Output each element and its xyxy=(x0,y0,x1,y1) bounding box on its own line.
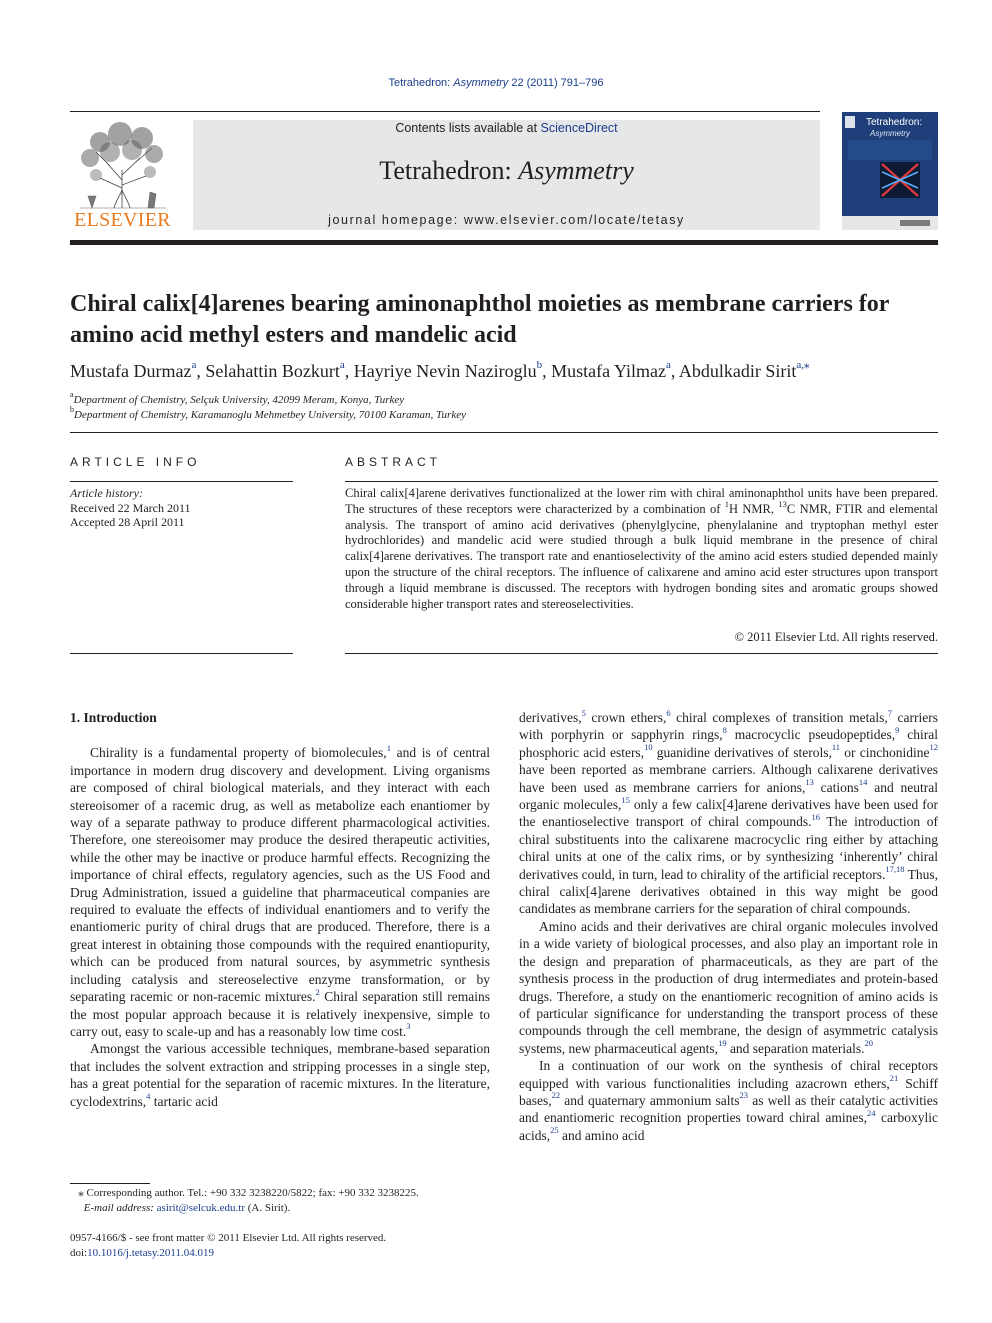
body-paragraph: Chirality is a fundamental property of biomolecules,$^1$ and is of central importance in modern drug discovery and development. Living organisms are composed of chiral biological materials, and they interact with each stereoisomer of a racemic drug, as well as metabolize each enantiomer by way of a separate pathway to produce different pharmacological activities. Therefore, one stereoisomer may produce the desired therapeutic activities, while the other may be inactive or produce harmful effects. Recognizing the importance of chiral effects, regulatory agencies, such as the US Food and Drug Administration, issued a guideline that pharmaceutical companies are required to evaluate the effects of individual enantiomers and to verify the enantiomeric purity of chiral drugs that are produced. Therefore, there is a great interest in obtaining those compounds with the required enantiopurity, which can be produced from natural sources, by asymmetric synthesis including catalysis and stereoselective enzyme transformation, or by separating racemic or non-racemic mixtures.$^2$ Chiral separation still remains the most popular approach because it is relatively inexpensive, simple to carry out, easy to scale-up and has a reasonably low time cost.$^3$ xyxy=(70,742,490,1039)
issn-line: 0957-4166/$ - see front matter © 2011 Elsevier Ltd. All rights reserved. xyxy=(70,1232,387,1244)
body-paragraph: Amongst the various accessible techniques, membrane-based separation that includes the solvent extraction and stripping processes in a single step, has a great potential for the separation of racemic mixtures. In the literature, cyclodextrins,$^4$ tartaric acid xyxy=(70,1041,490,1109)
reference-link[interactable]: 7 xyxy=(887,707,892,718)
affiliation-link[interactable]: a xyxy=(339,359,345,371)
abstract-heading: ABSTRACT xyxy=(345,455,442,469)
reference-link[interactable]: 9 xyxy=(895,724,900,735)
reference-link[interactable]: 14 xyxy=(858,777,868,788)
reference-link[interactable]: 11 xyxy=(831,742,841,753)
article-history xyxy=(70,486,293,530)
affiliation-b: $^b$Department of Chemistry, Karamanoglu Mehmetbey University, 70100 Karaman, Turkey xyxy=(70,404,466,421)
reference-link[interactable]: 8 xyxy=(722,724,727,735)
cover-subtitle: Asymmetry xyxy=(870,129,910,138)
affiliation-rule xyxy=(70,432,938,433)
affiliation-a: $^a$Department of Chemistry, Selçuk University, 42099 Meram, Konya, Turkey xyxy=(70,390,405,406)
history-label: Article history: xyxy=(70,486,143,500)
reference-link[interactable]: 17,18 xyxy=(885,864,905,875)
author-name: Mustafa Yilmaz xyxy=(551,361,666,381)
corresponding-author-footnote: ⁎ Corresponding author. Tel.: +90 332 3238220/5822; fax: +90 332 3238225. E-mail address: asirit@selcuk.edu.tr (A. Sirit). xyxy=(78,1187,419,1214)
sciencedirect-link[interactable]: ScienceDirect xyxy=(540,121,618,135)
abstract-rule-bottom xyxy=(345,653,938,654)
journal-citation[interactable]: Tetrahedron: Asymmetry 22 (2011) 791–796 xyxy=(388,77,604,89)
elsevier-tree-icon xyxy=(70,120,175,212)
body-column-right xyxy=(519,709,938,1144)
reference-link[interactable]: 23 xyxy=(739,1090,749,1101)
journal-cover[interactable] xyxy=(842,112,938,230)
doi-link[interactable]: 10.1016/j.tetasy.2011.04.019 xyxy=(87,1246,215,1259)
journal-banner xyxy=(193,120,820,230)
reference-link[interactable]: 4 xyxy=(146,1091,151,1102)
affiliation-link[interactable]: a xyxy=(665,359,671,371)
received-date: Received 22 March 2011 xyxy=(70,500,191,515)
body-paragraph: derivatives,$^5$ crown ethers,$^6$ chiral complexes of transition metals,$^7$ carriers with porphyrin or sapphyrin rings,$^8$ macrocyclic pseudopeptides,$^9$ chiral phosphoric acid esters,$^{10}$ guanidine derivatives of sterols,$^{11}$ or cinchonidine$^{12}$ have been reported as membrane carriers. Although calixarene derivatives have been used as membrane carriers for anions,$^{13}$ cations$^{14}$ and neutral organic molecules,$^{15}$ only a few calix[4]arene derivatives have been used for the enantioselective transport of chiral compounds.$^{16}$ The introduction of chiral substituents into the calixarene macrocyclic ring either by attaching chiral units at one of the calix rims, or by synthesizing ‘inherently’ chiral derivatives could, in turn, lead to chirality of the artificial receptors.$^{17,18}$ Thus, chiral calix[4]arene derivatives obtained in this way might be good candidates as membrane carriers for the separation of chiral compounds. xyxy=(519,707,939,917)
reference-link[interactable]: 12 xyxy=(929,742,938,753)
section-heading-introduction: 1. Introduction xyxy=(70,710,157,725)
elsevier-wordmark: ELSEVIER xyxy=(74,209,171,231)
author-name: Selahattin Bozkurt xyxy=(205,361,340,381)
accepted-date: Accepted 28 April 2011 xyxy=(70,515,185,529)
journal-title: Tetrahedron: Asymmetry xyxy=(379,156,634,185)
reference-link[interactable]: 10 xyxy=(644,742,653,753)
article-info-rule xyxy=(70,481,293,482)
author-name: Mustafa Durmaz xyxy=(70,361,192,381)
corresponding-author-link[interactable]: a,⁎ xyxy=(796,359,810,371)
affiliation-link[interactable]: a xyxy=(191,359,197,371)
reference-link[interactable]: 21 xyxy=(889,1073,899,1084)
abstract-rule xyxy=(345,481,938,482)
paper-title: Chiral calix[4]arenes bearing aminonaphthol moieties as membrane carriers for amino acid methyl esters and mandelic acid xyxy=(70,291,889,348)
header-rule xyxy=(70,111,820,112)
abstract-copyright: © 2011 Elsevier Ltd. All rights reserved. xyxy=(734,630,938,644)
body-paragraph: In a continuation of our work on the synthesis of chiral receptors equipped with various functionalities including azacrown ethers,$^{21}$ Schiff bases,$^{22}$ and quaternary ammonium salts$^{23}$ as well as their catalytic activities and enantiomeric recognition properties toward chiral amines,$^{24}$ carboxylic acids,$^{25}$ and amino acid xyxy=(519,1058,938,1143)
reference-link[interactable]: 1 xyxy=(386,742,391,753)
body-paragraph: Amino acids and their derivatives are chiral organic molecules involved in a wide variety of biological processes, and also play an important role in the design and preparation of pharmaceuticals, as they are part of the synthesis process in the production of drug intermediates and protein-based drugs. Therefore, a study on the enantiomeric recognition of amino acids is of particular significance for understanding the transport process of these compounds through the cell membrane, the design of asymmetric catalysis systems, new pharmaceutical agents,$^{19}$ and separation materials.$^{20}$ xyxy=(519,918,938,1056)
reference-link[interactable]: 5 xyxy=(581,707,586,718)
reference-link[interactable]: 25 xyxy=(550,1125,559,1136)
header-thick-rule xyxy=(70,240,938,245)
reference-link[interactable]: 24 xyxy=(867,1107,876,1118)
reference-link[interactable]: 15 xyxy=(621,794,630,805)
elsevier-logo[interactable] xyxy=(70,120,175,232)
abstract-body: Chiral calix[4]arene derivatives functionalized at the lower rim with chiral aminonaphthol units have been prepared. The structures of these receptors were characterized by a combination of $^1$H NMR, $^{13}$C NMR, FTIR and elemental analysis. The transport of amino acid derivatives (phenylglycine, phenylalanine and tryptophan methyl ester hydrochlorides) and mandelic acid were studied through a bulk liquid membrane in the presence of chiral calix[4]arene derivatives. The transport rate and enantioselectivity of the amino acid esters studied depended mainly upon the structure of the chiral receptors. The influence of calixarene and amino acid ester structures upon transport through a liquid membrane is discussed. The receptors with hydrogen bonding sites and aromatic groups showed considerable higher transport rates and stereoselectivities. xyxy=(345,486,938,611)
reference-link[interactable]: 19 xyxy=(718,1038,727,1049)
reference-link[interactable]: 22 xyxy=(551,1090,561,1101)
email-link[interactable]: asirit@selcuk.edu.tr xyxy=(156,1202,245,1214)
article-info-heading: ARTICLE INFO xyxy=(70,455,201,469)
contents-line: Contents lists available at ScienceDirect xyxy=(395,121,618,135)
journal-homepage-link[interactable]: journal homepage: www.elsevier.com/locate/tetasy xyxy=(328,213,685,227)
reference-link[interactable]: 13 xyxy=(805,777,814,788)
reference-link[interactable]: 20 xyxy=(864,1038,874,1049)
front-matter: 0957-4166/$ - see front matter © 2011 Elsevier Ltd. All rights reserved. doi:10.1016/j.tetasy.2011.04.019 xyxy=(70,1231,490,1260)
footnote-rule xyxy=(70,1183,150,1184)
article-info-rule-bottom xyxy=(70,653,293,654)
author-name: Hayriye Nevin Naziroglu xyxy=(353,361,537,381)
cover-title: Tetrahedron: xyxy=(866,117,923,128)
reference-link[interactable]: 2 xyxy=(315,986,320,997)
body-column-left xyxy=(70,709,490,1110)
affiliation-link[interactable]: b xyxy=(536,359,543,371)
author-list: Mustafa Durmaz$^a$, Selahattin Bozkurt$^a$, Hayriye Nevin Naziroglu$^b$, Mustafa Yilmaz$^a$, Abdulkadir Sirit$^{a,⁎}$ xyxy=(70,359,810,381)
reference-link[interactable]: 3 xyxy=(406,1021,411,1032)
affiliations xyxy=(70,390,940,422)
reference-link[interactable]: 16 xyxy=(811,811,820,822)
author-name: Abdulkadir Sirit xyxy=(678,361,797,381)
reference-link[interactable]: 6 xyxy=(666,707,671,718)
